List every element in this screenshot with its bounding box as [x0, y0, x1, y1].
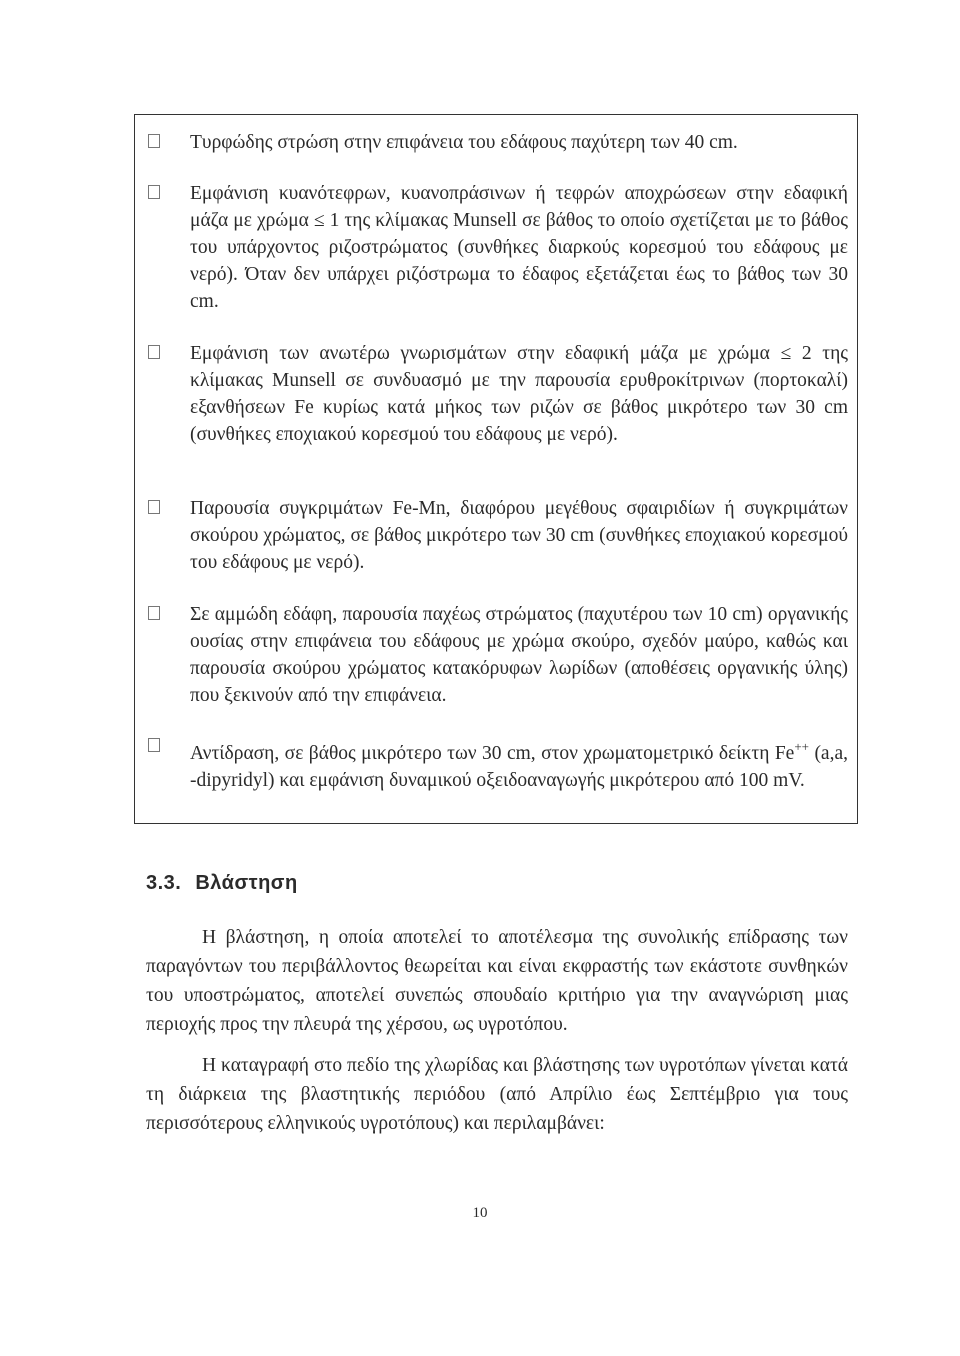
paragraph-text: Η καταγραφή στο πεδίο της χλωρίδας και βλάστησης των υγροτόπων γίνεται κατά τη διάρκεια της βλαστητικής περιόδου (από Απρίλιο έως Σεπτέμβριο για τους περισσότερους ελληνικούς υγροτόπους) και περιλαμβάνει: [146, 1055, 848, 1134]
checkbox-icon [148, 185, 160, 199]
criterion-item-5 [148, 601, 848, 709]
criterion-item-1 [148, 129, 848, 156]
criterion-item-2 [148, 180, 848, 315]
section-heading [146, 872, 298, 895]
paragraph-2 [146, 1051, 848, 1138]
criterion-text: Εμφάνιση κυανότεφρων, κυανοπράσινων ή τεφρών αποχρώσεων στην εδαφική μάζα με χρώμα ≤ 1 της κλίμακας Munsell σε βάθος το οποίο σχετίζεται με το βάθος του υπάρχοντος ριζοστρώματος (συνθήκες διαρκούς κορεσμού του εδάφους με νερό). Όταν δεν υπάρχει ριζόστρωμα το έδαφος εξετάζεται έως το βάθος των 30 cm. [190, 183, 848, 312]
criterion-text-start: Αντίδραση, σε βάθος μικρότερο των 30 cm, στον χρωματομετρικό δείκτη Fe [190, 743, 795, 764]
criterion-text: Σε αμμώδη εδάφη, παρουσία παχέως στρώματος (παχυτέρου των 10 cm) οργανικής ουσίας στην επιφάνεια του εδάφους με χρώμα σκούρο, σχεδόν μαύρο, καθώς και παρουσία σκούρου χρώματος κατακόρυφων λωρίδων (αποθέσεις οργανικής ύλης) που ξεκινούν από την επιφάνεια. [190, 604, 848, 706]
checkbox-icon [148, 606, 160, 620]
paragraph-text: Η βλάστηση, η οποία αποτελεί το αποτέλεσμα της συνολικής επίδρασης των παραγόντων του περιβάλλοντος θεωρείται και είναι εκφραστής των εκάστοτε συνθηκών του υποστρώματος, αποτελεί συνεπώς σπουδαίο κριτήριο για την αναγνώριση μιας περιοχής προς την πλευρά της χέρσου, ως υγροτόπου. [146, 927, 848, 1035]
criterion-item-6 [148, 733, 848, 794]
criterion-text: Παρουσία συγκριμάτων Fe-Mn, διαφόρου μεγέθους σφαιριδίων ή συγκριμάτων σκούρου χρώματος, σε βάθος μικρότερο των 30 cm (συνθήκες εποχιακού κορεσμού του εδάφους με νερό). [190, 498, 848, 573]
checkbox-icon [148, 738, 160, 752]
checkbox-icon [148, 134, 160, 148]
section-number: 3.3. [146, 872, 182, 894]
paragraph-1 [146, 923, 848, 1039]
criterion-text: Τυρφώδης στρώση στην επιφάνεια του εδάφους παχύτερη των 40 cm. [190, 132, 738, 153]
checkbox-icon [148, 345, 160, 359]
criterion-text-end: (a,a, -dipyridyl) και εμφάνιση δυναμικού οξειδοαναγωγής μικρότερου από 100 mV. [190, 743, 848, 791]
checkbox-icon [148, 500, 160, 514]
criterion-item-4 [148, 495, 848, 576]
section-title: Βλάστηση [195, 872, 298, 894]
criterion-text [190, 733, 848, 794]
criterion-item-3 [148, 340, 848, 448]
page-number: 10 [472, 1205, 488, 1221]
criterion-text: Εμφάνιση των ανωτέρω γνωρισμάτων στην εδαφική μάζα με χρώμα ≤ 2 της κλίμακας Munsell σε συνδυασμό με την παρουσία ερυθροκίτρινων (πορτοκαλί) εξανθήσεων Fe κυρίως κατά μήκος των ριζών σε βάθος μικρότερο των 30 cm (συνθήκες εποχιακού κορεσμού του εδάφους με νερό). [190, 343, 848, 445]
superscript: ++ [794, 739, 810, 754]
